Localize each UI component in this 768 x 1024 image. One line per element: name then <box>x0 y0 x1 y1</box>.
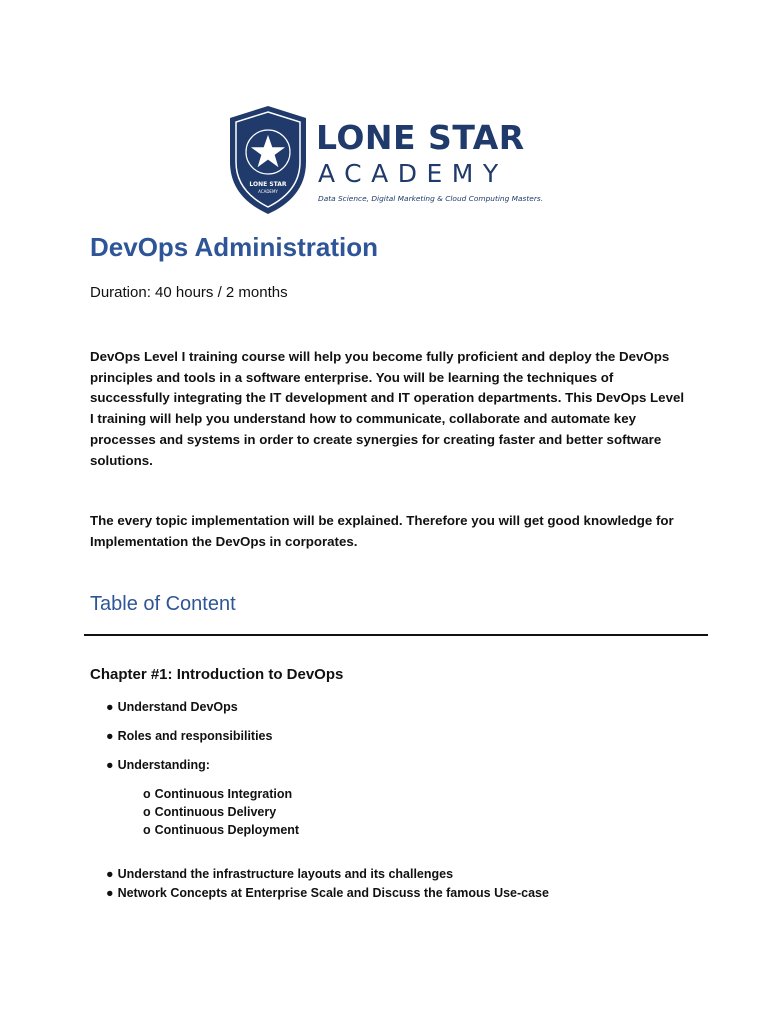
sub-list-item: o Continuous Delivery <box>143 805 277 819</box>
lone-star-academy-logo <box>228 104 550 216</box>
logo-line1: LONE STAR <box>316 118 525 157</box>
logo-line2: ACADEMY <box>318 159 508 188</box>
course-description: DevOps Level I training course will help you become fully proficient and deploy the DevOps principles and tools in a software enterprise. You will be learning the techniques of successfully integrating the IT development and IT operation departments. This DevOps Level I training will help you understand how to communicate, collaborate and automate key processes and systems in order to create synergies for creating faster and better software solutions. <box>90 349 685 468</box>
shield-star-icon <box>228 104 308 216</box>
bullet-icon: ● <box>106 700 114 714</box>
course-note: The every topic implementation will be explained. Therefore you will get good knowledge for Implementation the DevOps in corporates. <box>90 513 674 549</box>
badge-line1: LONE STAR <box>249 181 287 188</box>
course-title: DevOps Administration <box>90 232 378 262</box>
course-duration: Duration: 40 hours / 2 months <box>90 284 288 301</box>
circle-bullet-icon: o <box>143 823 151 837</box>
bullet-icon: ● <box>106 758 114 772</box>
sub-list-item: o Continuous Deployment <box>143 823 300 837</box>
bullet-icon: ● <box>106 729 114 743</box>
circle-bullet-icon: o <box>143 805 151 819</box>
bullet-icon: ● <box>106 886 114 900</box>
list-item: ● Understand the infrastructure layouts and its challenges <box>106 867 454 881</box>
list-item: ● Understanding: <box>106 758 210 772</box>
list-item: ● Roles and responsibilities <box>106 729 273 743</box>
circle-bullet-icon: o <box>143 787 151 801</box>
chapter-title: Chapter #1: Introduction to DevOps <box>90 666 344 683</box>
divider <box>84 634 708 636</box>
bullet-icon: ● <box>106 867 114 881</box>
badge-line2: ACADEMY <box>258 189 278 194</box>
list-item: ● Understand DevOps <box>106 700 238 714</box>
sub-list-item: o Continuous Integration <box>143 787 293 801</box>
list-item: ● Network Concepts at Enterprise Scale and Discuss the famous Use-case <box>106 886 549 900</box>
toc-heading: Table of Content <box>90 593 236 615</box>
logo-tagline: Data Science, Digital Marketing & Cloud Computing Masters. <box>318 194 544 203</box>
